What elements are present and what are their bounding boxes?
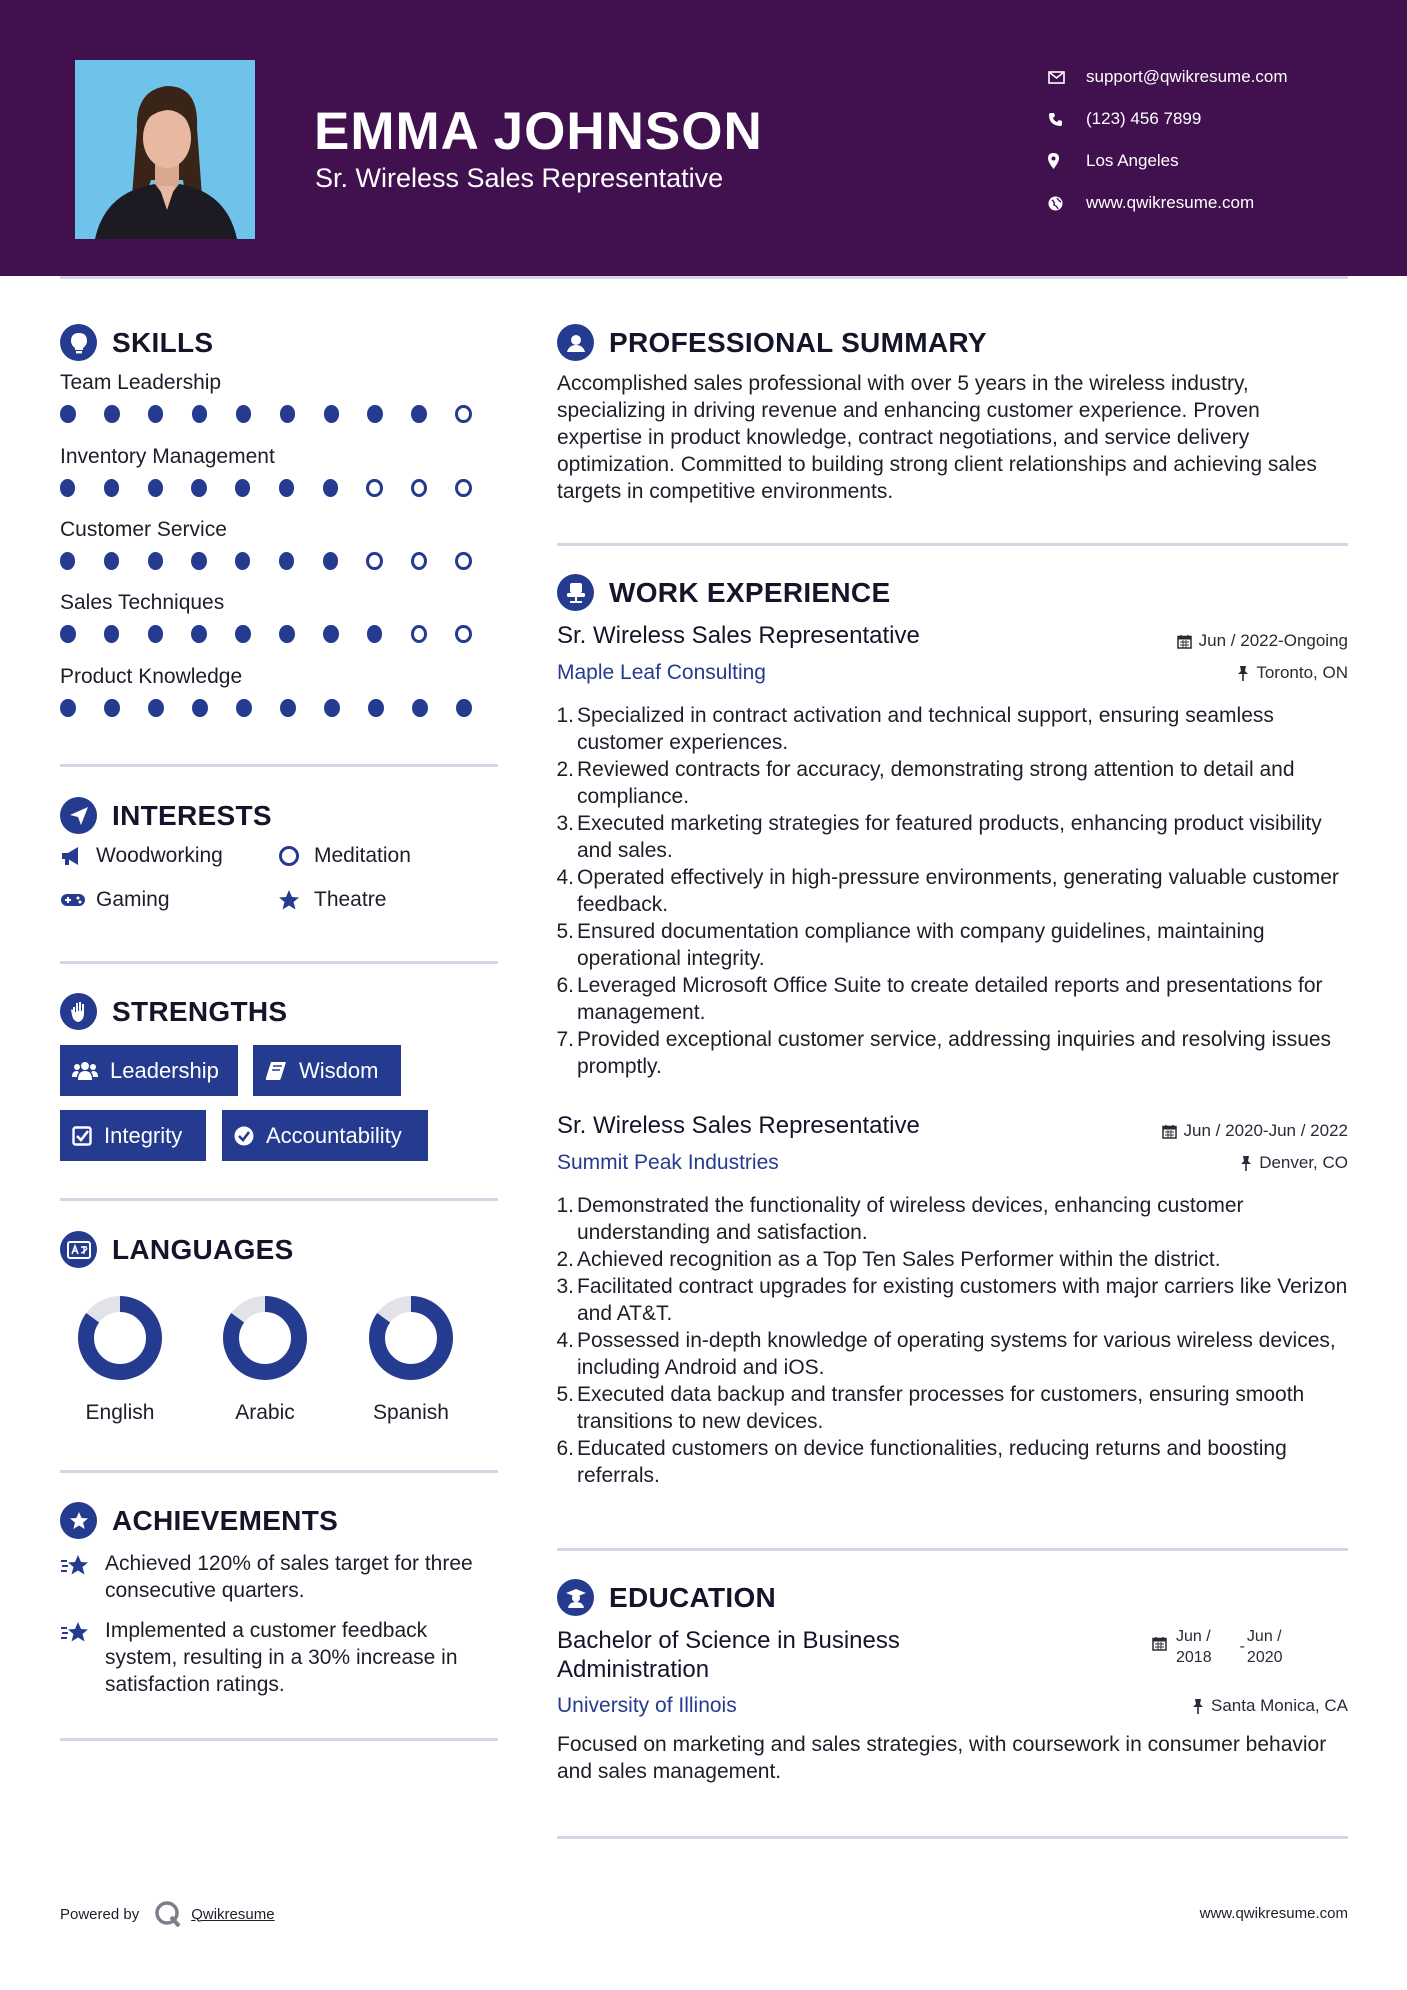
rating-dot-filled xyxy=(279,625,295,643)
calendar-icon xyxy=(1177,634,1192,649)
graduate-icon xyxy=(557,1579,594,1616)
list-item: 1. Demonstrated the functionality of wireless devices, enhancing customer understanding and satisfaction. xyxy=(556,1194,1244,1244)
rating-dot-filled xyxy=(324,699,340,717)
rating-dot-empty xyxy=(455,405,471,423)
rating-dot-filled xyxy=(104,699,120,717)
rating-dot-empty xyxy=(455,479,471,497)
interest-theatre: Theatre xyxy=(278,888,386,912)
paper-plane-icon xyxy=(60,797,97,834)
star-burst-icon xyxy=(60,1617,105,1698)
medal-star-icon xyxy=(60,1502,97,1539)
language-arabic: Arabic xyxy=(205,1294,325,1425)
footer-website-link[interactable]: www.qwikresume.com xyxy=(1199,1905,1348,1922)
list-item: 4. Operated effectively in high-pressure environments, generating valuable customer feedback. xyxy=(556,866,1339,916)
skill-rating xyxy=(60,699,500,717)
language-english: English xyxy=(60,1294,180,1425)
achievements-heading: ACHIEVEMENTS xyxy=(60,1502,338,1539)
rating-dot-filled xyxy=(191,479,206,497)
list-item: 2. Reviewed contracts for accuracy, demonstrating strong attention to detail and compliance. xyxy=(556,758,1295,808)
section-divider xyxy=(557,1548,1348,1551)
rating-dot-filled xyxy=(104,552,119,570)
footer-powered-by: Powered by Qwikresume xyxy=(60,1899,275,1929)
globe-icon xyxy=(1048,196,1086,211)
book-icon xyxy=(265,1061,287,1081)
rating-dot-filled xyxy=(104,625,120,643)
rating-dot-empty xyxy=(411,625,427,643)
language-spanish: Spanish xyxy=(351,1294,471,1425)
rating-dot-empty xyxy=(366,552,382,570)
rating-dot-filled xyxy=(367,625,383,643)
list-item: 2. Achieved recognition as a Top Ten Sales Performer within the district. xyxy=(556,1248,1221,1271)
achievement-item: Achieved 120% of sales target for three consecutive quarters. xyxy=(60,1550,500,1604)
list-item: 4. Possessed in-depth knowledge of operating systems for various wireless devices, including Android and iOS. xyxy=(556,1329,1336,1379)
language-icon xyxy=(60,1231,97,1268)
envelope-icon xyxy=(1048,71,1086,84)
skill-rating xyxy=(60,552,500,570)
checkbox-icon xyxy=(72,1126,92,1146)
qwikresume-logo-icon xyxy=(153,1899,183,1929)
company-name: Summit Peak Industries xyxy=(557,1151,779,1174)
section-divider xyxy=(60,961,498,964)
pushpin-icon xyxy=(1237,665,1249,681)
office-chair-icon xyxy=(557,574,594,611)
qwikresume-link[interactable]: Qwikresume xyxy=(191,1905,275,1923)
interest-meditation: Meditation xyxy=(278,844,411,868)
resume-header xyxy=(0,0,1407,276)
languages-heading: LANGUAGES xyxy=(60,1231,294,1268)
contact-email[interactable]: support@qwikresume.com xyxy=(1048,56,1288,98)
education-dates: Jun / 2018 - Jun / 2020 xyxy=(1152,1626,1283,1668)
interest-gaming: Gaming xyxy=(60,888,170,912)
skill-sales-techniques: Sales Techniques xyxy=(60,591,500,643)
section-divider xyxy=(60,1470,498,1473)
education-location: Santa Monica, CA xyxy=(1192,1696,1348,1716)
summary-text: Accomplished sales professional with over 5 years in the wireless industry, specializing in driving revenue and enhancing customer experience. Proven expertise in product knowledge, contract negotiations, and service delivery optimization. Committed to building strong client relationships and achieving sales targets in competitive environments. xyxy=(557,372,1317,503)
skill-team-leadership: Team Leadership xyxy=(60,371,500,423)
calendar-icon xyxy=(1152,1626,1167,1668)
company-name: Maple Leaf Consulting xyxy=(557,661,766,684)
list-item: 5. Ensured documentation compliance with company guidelines, maintaining operational integrity. xyxy=(556,920,1265,970)
language-level-ring xyxy=(367,1294,455,1382)
rating-dot-empty xyxy=(455,625,471,643)
rating-dot-empty xyxy=(411,552,427,570)
rating-dot-filled xyxy=(323,552,338,570)
section-divider xyxy=(557,1836,1348,1839)
section-divider xyxy=(60,764,498,767)
rating-dot-filled xyxy=(192,405,208,423)
star-icon xyxy=(278,889,314,911)
interest-woodworking: Woodworking xyxy=(60,844,223,868)
rating-dot-filled xyxy=(235,625,251,643)
hand-icon xyxy=(60,993,97,1030)
contact-website[interactable]: www.qwikresume.com xyxy=(1048,182,1288,224)
summary-heading: PROFESSIONAL SUMMARY xyxy=(557,324,987,361)
education-heading: EDUCATION xyxy=(557,1579,776,1616)
list-item: 6. Educated customers on device functionalities, reducing returns and boosting referrals. xyxy=(556,1437,1287,1487)
star-burst-icon xyxy=(60,1550,105,1604)
rating-dot-filled xyxy=(279,552,294,570)
circle-icon xyxy=(278,845,314,867)
rating-dot-filled xyxy=(60,625,76,643)
rating-dot-filled xyxy=(367,405,383,423)
phone-icon xyxy=(1048,112,1086,127)
rating-dot-filled xyxy=(324,405,340,423)
rating-dot-filled xyxy=(456,699,472,717)
candidate-name: EMMA JOHNSON xyxy=(314,102,763,161)
achievement-item: Implemented a customer feedback system, resulting in a 30% increase in satisfaction ratings. xyxy=(60,1617,500,1698)
profile-photo xyxy=(75,60,255,239)
rating-dot-filled xyxy=(148,405,164,423)
rating-dot-filled xyxy=(148,479,163,497)
rating-dot-filled xyxy=(148,625,164,643)
strength-leadership: Leadership xyxy=(60,1045,238,1096)
language-level-ring xyxy=(221,1294,309,1382)
section-divider xyxy=(60,1738,498,1741)
section-divider xyxy=(60,1198,498,1201)
school-name: University of Illinois xyxy=(557,1694,737,1717)
rating-dot-filled xyxy=(148,699,164,717)
skill-rating xyxy=(60,405,500,423)
rating-dot-filled xyxy=(191,552,206,570)
strength-integrity: Integrity xyxy=(60,1110,206,1161)
job-responsibilities xyxy=(557,702,1357,1080)
rating-dot-filled xyxy=(368,699,384,717)
rating-dot-filled xyxy=(191,625,207,643)
list-item: 7. Provided exceptional customer service, addressing inquiries and resolving issues promptly. xyxy=(556,1028,1332,1078)
rating-dot-filled xyxy=(323,625,339,643)
rating-dot-empty xyxy=(455,552,471,570)
job-location: Denver, CO xyxy=(1240,1153,1348,1173)
skill-customer-service: Customer Service xyxy=(60,518,500,570)
rating-dot-filled xyxy=(412,699,428,717)
rating-dot-filled xyxy=(60,479,75,497)
user-circle-icon xyxy=(557,324,594,361)
map-pin-icon xyxy=(1048,153,1086,169)
rating-dot-filled xyxy=(323,479,338,497)
rating-dot-filled xyxy=(192,699,208,717)
job-date: Jun / 2020-Jun / 2022 xyxy=(1162,1121,1348,1141)
header-divider xyxy=(60,276,1348,279)
rating-dot-filled xyxy=(60,552,75,570)
check-circle-icon xyxy=(234,1126,254,1146)
contact-phone[interactable]: (123) 456 7899 xyxy=(1048,98,1288,140)
language-level-ring xyxy=(76,1294,164,1382)
rating-dot-empty xyxy=(411,479,427,497)
rating-dot-filled xyxy=(148,552,163,570)
pushpin-icon xyxy=(1240,1155,1252,1171)
strength-wisdom: Wisdom xyxy=(253,1045,401,1096)
skills-heading: SKILLS xyxy=(60,324,213,361)
rating-dot-filled xyxy=(411,405,427,423)
job-location: Toronto, ON xyxy=(1237,663,1348,683)
rating-dot-filled xyxy=(104,405,120,423)
calendar-icon xyxy=(1162,1124,1177,1139)
skill-product-knowledge: Product Knowledge xyxy=(60,665,500,717)
gamepad-icon xyxy=(60,892,96,908)
rating-dot-empty xyxy=(366,479,382,497)
strength-accountability: Accountability xyxy=(222,1110,428,1161)
job-title: Sr. Wireless Sales Representative xyxy=(557,622,920,649)
rating-dot-filled xyxy=(60,405,76,423)
pushpin-icon xyxy=(1192,1698,1204,1714)
list-item: 5. Executed data backup and transfer processes for customers, ensuring smooth transitions to new devices. xyxy=(556,1383,1305,1433)
list-item: 3. Facilitated contract upgrades for existing customers with major carriers like Verizon and AT&T. xyxy=(556,1275,1348,1325)
degree-title: Bachelor of Science in Business Administration xyxy=(557,1627,900,1683)
rating-dot-filled xyxy=(236,405,252,423)
list-item: 6. Leveraged Microsoft Office Suite to create detailed reports and presentations for management. xyxy=(556,974,1323,1024)
rating-dot-filled xyxy=(104,479,119,497)
rating-dot-filled xyxy=(279,479,294,497)
list-item: 3. Executed marketing strategies for featured products, enhancing product visibility and sales. xyxy=(556,812,1322,862)
section-divider xyxy=(557,543,1348,546)
rating-dot-filled xyxy=(280,699,296,717)
strengths-heading: STRENGTHS xyxy=(60,993,287,1030)
rating-dot-filled xyxy=(60,699,76,717)
contact-location: Los Angeles xyxy=(1048,140,1288,182)
list-item: 1. Specialized in contract activation and technical support, ensuring seamless customer experiences. xyxy=(556,704,1274,754)
rating-dot-filled xyxy=(235,479,250,497)
interests-heading: INTERESTS xyxy=(60,797,272,834)
job-responsibilities xyxy=(557,1192,1357,1489)
rating-dot-filled xyxy=(236,699,252,717)
skill-rating xyxy=(60,479,500,497)
skill-inventory-management: Inventory Management xyxy=(60,445,500,497)
job-date: Jun / 2022-Ongoing xyxy=(1177,631,1348,651)
lightbulb-icon xyxy=(60,324,97,361)
candidate-role: Sr. Wireless Sales Representative xyxy=(315,163,724,193)
education-description: Focused on marketing and sales strategies, with coursework in consumer behavior and sales management. xyxy=(557,1733,1327,1783)
rating-dot-filled xyxy=(235,552,250,570)
experience-heading: WORK EXPERIENCE xyxy=(557,574,890,611)
contact-list xyxy=(1048,56,1288,224)
users-icon xyxy=(72,1061,98,1081)
rating-dot-filled xyxy=(280,405,296,423)
skill-rating xyxy=(60,625,500,643)
megaphone-icon xyxy=(60,846,96,866)
job-title: Sr. Wireless Sales Representative xyxy=(557,1112,920,1139)
